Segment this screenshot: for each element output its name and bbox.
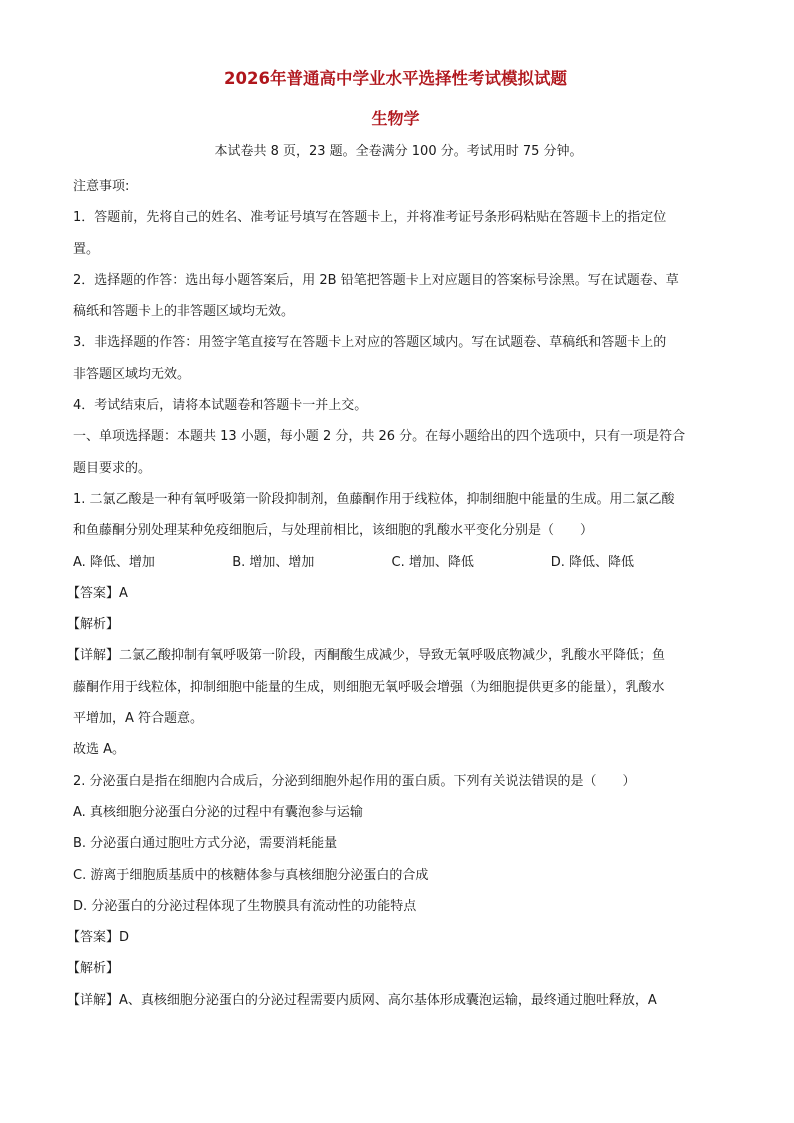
notes-line: 1．答题前，先将自己的姓名、准考证号填写在答题卡上，并将准考证号条形码粘贴在答题卡上的指定位: [73, 210, 667, 226]
q1-conclusion: 故选 A。: [73, 742, 126, 758]
section-heading: [73, 421, 710, 484]
q2-option-d: D. 分泌蛋白的分泌过程体现了生物膜具有流动性的功能特点: [73, 898, 417, 914]
q1-option-b: B. 增加、增加: [232, 554, 315, 570]
section-line: 题目要求的。: [73, 460, 152, 476]
q1-detail-line: 藤酮作用于线粒体，抑制细胞中能量的生成，则细胞无氧呼吸会增强（为细胞提供更多的能量），乳酸水: [73, 679, 665, 695]
q1-stem-line: 和鱼藤酮分别处理某种免疫细胞后，与处理前相比，该细胞的乳酸水平变化分别是（ ）: [73, 523, 594, 539]
q2-option-b: B. 分泌蛋白通过胞吐方式分泌，需要消耗能量: [73, 836, 338, 852]
exam-title: 2026年普通高中学业水平选择性考试模拟试题: [224, 69, 567, 88]
question-1: [67, 484, 710, 766]
section-line: 一、单项选择题：本题共 13 小题，每小题 2 分，共 26 分。在每小题给出的四个选项中，只有一项是符合: [73, 429, 686, 445]
q1-answer: 【答案】A: [67, 585, 128, 601]
q1-stem-line: 1. 二氯乙酸是一种有氧呼吸第一阶段抑制剂，鱼藤酮作用于线粒体，抑制细胞中能量的生成。用二氯乙酸: [73, 491, 675, 507]
q2-option-c: C. 游离于细胞质基质中的核糖体参与真核细胞分泌蛋白的合成: [73, 867, 429, 883]
notes-block: [73, 171, 710, 421]
exam-info: 本试卷共 8 页，23 题。全卷满分 100 分。考试用时 75 分钟。: [214, 144, 583, 159]
notes-line: 3．非选择题的作答：用签字笔直接写在答题卡上对应的答题区域内。写在试题卷、草稿纸和答题卡上的: [73, 335, 667, 351]
notes-line: 非答题区域均无效。: [73, 366, 191, 382]
notes-line: 稿纸和答题卡上的非答题区域均无效。: [73, 304, 295, 320]
subject-title: 生物学: [371, 109, 420, 128]
q1-analysis: 【解析】: [67, 617, 120, 633]
q2-detail-line: 【详解】A、真核细胞分泌蛋白的分泌过程需要内质网、高尔基体形成囊泡运输，最终通过胞吐释放，A: [67, 992, 657, 1008]
notes-heading: 注意事项:: [73, 179, 130, 194]
q1-option-d: D. 降低、降低: [550, 554, 635, 570]
q1-option-c: C. 增加、降低: [391, 554, 474, 570]
question-2: [67, 766, 710, 1016]
q1-detail-line: 平增加，A 符合题意。: [73, 711, 204, 727]
q1-detail-line: 【详解】二氯乙酸抑制有氧呼吸第一阶段，丙酮酸生成减少，导致无氧呼吸底物减少，乳酸水平降低；鱼: [67, 648, 666, 664]
notes-line: 置。: [73, 241, 100, 257]
q2-option-a: A. 真核细胞分泌蛋白分泌的过程中有囊泡参与运输: [73, 804, 363, 820]
q1-options: [73, 547, 710, 578]
q2-stem: 2. 分泌蛋白是指在细胞内合成后，分泌到细胞外起作用的蛋白质。下列有关说法错误的是（ ）: [73, 773, 636, 789]
q1-option-a: A. 降低、增加: [73, 554, 155, 570]
notes-line: 2．选择题的作答：选出每小题答案后，用 2B 铅笔把答题卡上对应题目的答案标号涂黑。写在试题卷、草: [73, 272, 679, 288]
notes-line: 4．考试结束后，请将本试题卷和答题卡一并上交。: [73, 398, 368, 414]
q2-answer: 【答案】D: [67, 930, 130, 946]
q2-analysis: 【解析】: [67, 961, 120, 977]
